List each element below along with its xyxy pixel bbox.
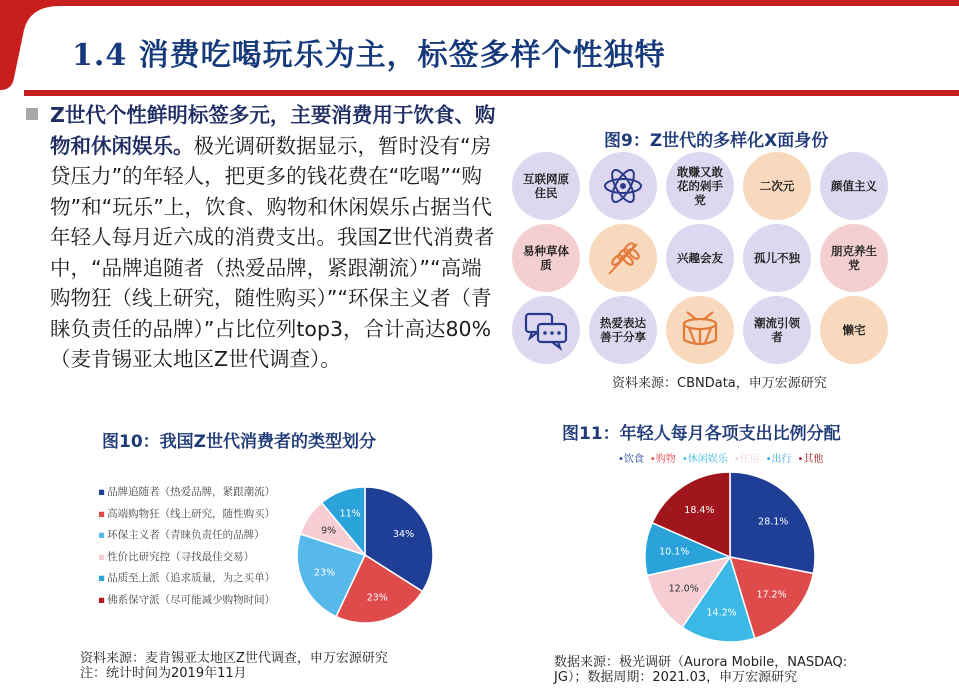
fig10-legend bbox=[98, 484, 275, 613]
tag-circle bbox=[743, 152, 811, 220]
tag-circle bbox=[743, 224, 811, 292]
tag-circle bbox=[512, 152, 580, 220]
legend-label: 环保主义者（青睐负责任的品牌） bbox=[107, 529, 265, 541]
pie-value-label: 23% bbox=[314, 567, 336, 579]
tag-label: 热爱表达善于分享 bbox=[600, 316, 646, 344]
legend-entry bbox=[98, 592, 275, 614]
bullet-square bbox=[26, 108, 38, 120]
tag-circle bbox=[666, 152, 734, 220]
tag-circle bbox=[820, 224, 888, 292]
tag-circle bbox=[820, 296, 888, 364]
pie-value-label: 10.1% bbox=[659, 546, 690, 558]
page-title: 1.4 消费吃喝玩乐为主，标签多样个性独特 bbox=[72, 38, 666, 73]
legend-label: 其他 bbox=[803, 454, 824, 465]
fig10-pie-chart bbox=[290, 480, 440, 630]
tag-label: 敢赚又敢花的剁手党 bbox=[677, 165, 723, 207]
fig11-source-line2: JG）；数据周期：2021.03，申万宏源研究 bbox=[554, 670, 798, 685]
body-rest: 极光调研数据显示，暂时没有“房贷压力”的年轻人，把更多的钱花费在“吃喝”“购物”和“玩乐”上，饮食、购物和休闲娱乐占据当代年轻人每月近六成的消费支出。我国Z世代消费者中，“品牌追随者（热爱品牌，紧跟潮流）”“高端购物狂（线上研究，随性购买）”“环保主义者（青睐负责任的品牌）”占比位列top3，合计高达80%（麦肯锡亚太地区Z世代调查）。 bbox=[50, 133, 495, 371]
legend-swatch: • bbox=[733, 454, 740, 465]
tag-circle bbox=[743, 296, 811, 364]
tag-label: 二次元 bbox=[759, 179, 795, 193]
tag-label: 颜值主义 bbox=[831, 179, 877, 193]
tag-label: 孤儿不独 bbox=[754, 251, 800, 265]
fig9-tag-grid bbox=[512, 152, 892, 372]
legend-entry bbox=[98, 506, 275, 528]
fig9-title: 图9：Z世代的多样化X面身份 bbox=[604, 131, 829, 151]
legend-swatch: • bbox=[618, 454, 624, 465]
legend-label: 性价比研究控（寻找最佳交易） bbox=[107, 550, 255, 563]
body-lead: Z世代个性鲜明标签多元，主要消费用于饮食、购物和休闲娱乐。 bbox=[50, 103, 496, 158]
legend-label: 购物 bbox=[655, 454, 676, 465]
fig10-title: 图10：我国Z世代消费者的类型划分 bbox=[102, 432, 376, 452]
legend-swatch: • bbox=[765, 454, 772, 465]
legend-swatch: ▪ bbox=[98, 507, 106, 520]
legend-swatch: • bbox=[649, 454, 656, 465]
pie-value-label: 12.0% bbox=[668, 583, 699, 595]
legend-label: 住房 bbox=[739, 454, 760, 465]
legend-entry bbox=[98, 484, 275, 506]
pie-value-label: 18.4% bbox=[684, 505, 715, 517]
legend-entry bbox=[98, 570, 275, 592]
legend-swatch: • bbox=[797, 454, 804, 465]
pie-value-label: 9% bbox=[321, 525, 337, 537]
pie-value-label: 11% bbox=[339, 508, 361, 520]
legend-swatch: ▪ bbox=[98, 593, 106, 606]
legend-label: 品质至上派（追求质量，为之买单） bbox=[107, 572, 276, 584]
legend-swatch: ▪ bbox=[98, 550, 106, 563]
atom-icon bbox=[589, 152, 657, 220]
legend-label: 佛系保守派（尽可能减少购物时间） bbox=[107, 593, 276, 606]
body-paragraph bbox=[50, 100, 500, 375]
fig11-pie-chart bbox=[640, 460, 820, 650]
legend-swatch: ▪ bbox=[98, 529, 106, 541]
fig11-source-line1: 数据来源：极光调研（Aurora Mobile，NASDAQ: bbox=[554, 655, 848, 670]
pie-value-label: 23% bbox=[366, 592, 388, 604]
tag-label: 易种草体质 bbox=[523, 244, 569, 272]
wheat-icon bbox=[589, 224, 657, 292]
legend-entry bbox=[98, 527, 275, 549]
fig11-title: 图11：年轻人每月各项支出比例分配 bbox=[562, 424, 841, 444]
legend-label: 高端购物狂（线上研究，随性购买） bbox=[107, 507, 276, 520]
legend-label: 出行 bbox=[771, 454, 792, 465]
legend-swatch: ▪ bbox=[98, 572, 106, 584]
legend-label: 品牌追随者（热爱品牌，紧跟潮流） bbox=[107, 486, 276, 498]
legend-entry bbox=[98, 549, 275, 571]
fig10-source: 资料来源：麦肯锡亚太地区Z世代调查，申万宏源研究 bbox=[80, 651, 388, 666]
legend-swatch: ▪ bbox=[98, 486, 106, 498]
pie-value-label: 28.1% bbox=[758, 516, 789, 528]
tag-circle bbox=[820, 152, 888, 220]
tag-circle bbox=[512, 224, 580, 292]
fig9-source: 资料来源：CBNData，申万宏源研究 bbox=[612, 376, 827, 391]
tag-label: 兴趣会友 bbox=[677, 251, 723, 265]
pie-value-label: 14.2% bbox=[706, 607, 737, 619]
tag-label: 朋克养生党 bbox=[831, 244, 877, 272]
pie-value-label: 34% bbox=[392, 528, 415, 540]
tag-circle bbox=[589, 296, 657, 364]
chat-bubbles-icon bbox=[512, 296, 580, 364]
drum-icon bbox=[666, 296, 734, 364]
legend-swatch: • bbox=[681, 454, 688, 465]
fig10-note: 注：统计时间为2019年11月 bbox=[80, 666, 247, 681]
tag-label: 懒宅 bbox=[842, 323, 866, 337]
legend-label: 饮食 bbox=[623, 454, 644, 465]
tag-circle bbox=[666, 224, 734, 292]
legend-label: 休闲娱乐 bbox=[687, 454, 728, 465]
pie-value-label: 17.2% bbox=[756, 589, 787, 601]
tag-label: 潮流引领者 bbox=[754, 316, 800, 344]
tag-label: 互联网原住民 bbox=[523, 172, 569, 200]
